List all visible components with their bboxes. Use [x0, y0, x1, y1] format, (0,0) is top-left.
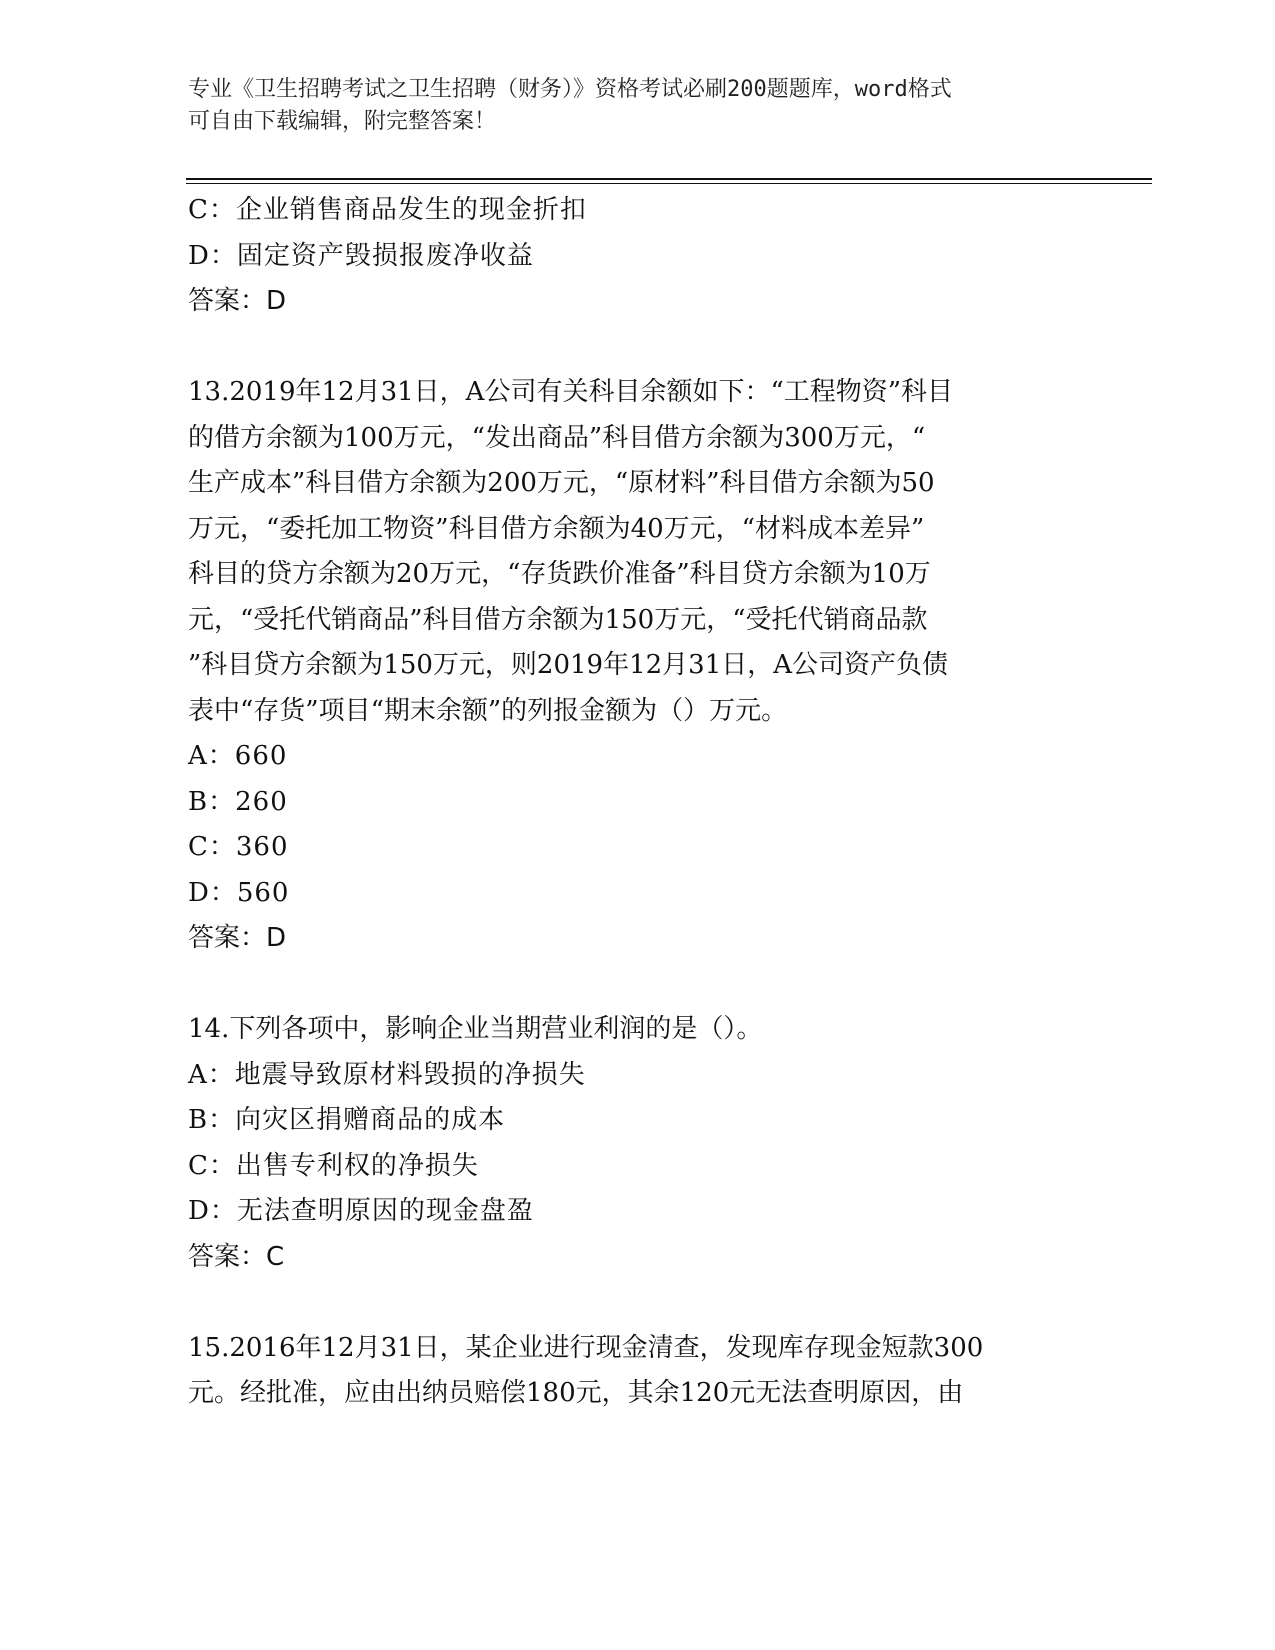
- q13-line: ”科目贷方余额为150万元，则2019年12月31日，A公司资产负债: [188, 650, 949, 680]
- header-line-1: 专业《卫生招聘考试之卫生招聘（财务）》资格考试必刷200题题库，word格式: [188, 77, 952, 102]
- q13-line: 万元，“委托加工物资”科目借方余额为40万元，“材料成本差异”: [188, 513, 925, 544]
- document-header: [188, 74, 1068, 138]
- q15-line: 15.2016年12月31日，某企业进行现金清查，发现库存现金短款300: [188, 1332, 984, 1363]
- q13-option-c: C：360: [188, 832, 289, 862]
- q12-option-d: D：固定资产毁损报废净收益: [188, 240, 534, 271]
- q13-question: [188, 370, 1088, 734]
- q14-answer: 答案：C: [188, 1241, 285, 1272]
- q14-option-d: D：无法查明原因的现金盘盈: [188, 1196, 534, 1226]
- q13-option-d: D：560: [188, 877, 290, 908]
- spacer: [188, 1280, 1088, 1326]
- q15-line: 元。经批准，应由出纳员赔偿180元，其余120元无法查明原因，由: [188, 1378, 964, 1408]
- q12-option-c: C：企业销售商品发生的现金折扣: [188, 195, 587, 225]
- q14-option-a: A：地震导致原材料毁损的净损失: [188, 1059, 586, 1090]
- q13-line: 科目的贷方余额为20万元，“存货跌价准备”科目贷方余额为10万: [188, 559, 931, 589]
- q13-line: 元，“受托代销商品”科目借方余额为150万元，“受托代销商品款: [188, 604, 928, 635]
- q13-answer: 答案：D: [188, 923, 287, 953]
- q13-line: 13.2019年12月31日，A公司有关科目余额如下：“工程物资”科目: [188, 377, 954, 407]
- q14-option-c: C：出售专利权的净损失: [188, 1150, 479, 1181]
- q13-option-b: B：260: [188, 786, 288, 817]
- q12-answer: 答案：D: [188, 286, 287, 316]
- q13-option-a: A：660: [188, 741, 288, 771]
- q13-line: 的借方余额为100万元，“发出商品”科目借方余额为300万元，“: [188, 422, 926, 453]
- spacer: [188, 325, 1088, 371]
- header-line-2: 可自由下载编辑，附完整答案！: [188, 109, 497, 134]
- question-content: [188, 188, 1088, 1417]
- q13-line: 生产成本”科目借方余额为200万元，“原材料”科目借方余额为50: [188, 468, 935, 498]
- q14-question: 14.下列各项中，影响企业当期营业利润的是（）。: [188, 1014, 763, 1044]
- header-rule-thin: [186, 183, 1152, 184]
- q13-line: 表中“存货”项目“期末余额”的列报金额为（）万元。: [188, 695, 788, 726]
- q14-option-b: B：向灾区捐赠商品的成本: [188, 1105, 506, 1135]
- spacer: [188, 962, 1088, 1008]
- q15-question: [188, 1326, 1088, 1417]
- header-rule-thick: [186, 178, 1152, 180]
